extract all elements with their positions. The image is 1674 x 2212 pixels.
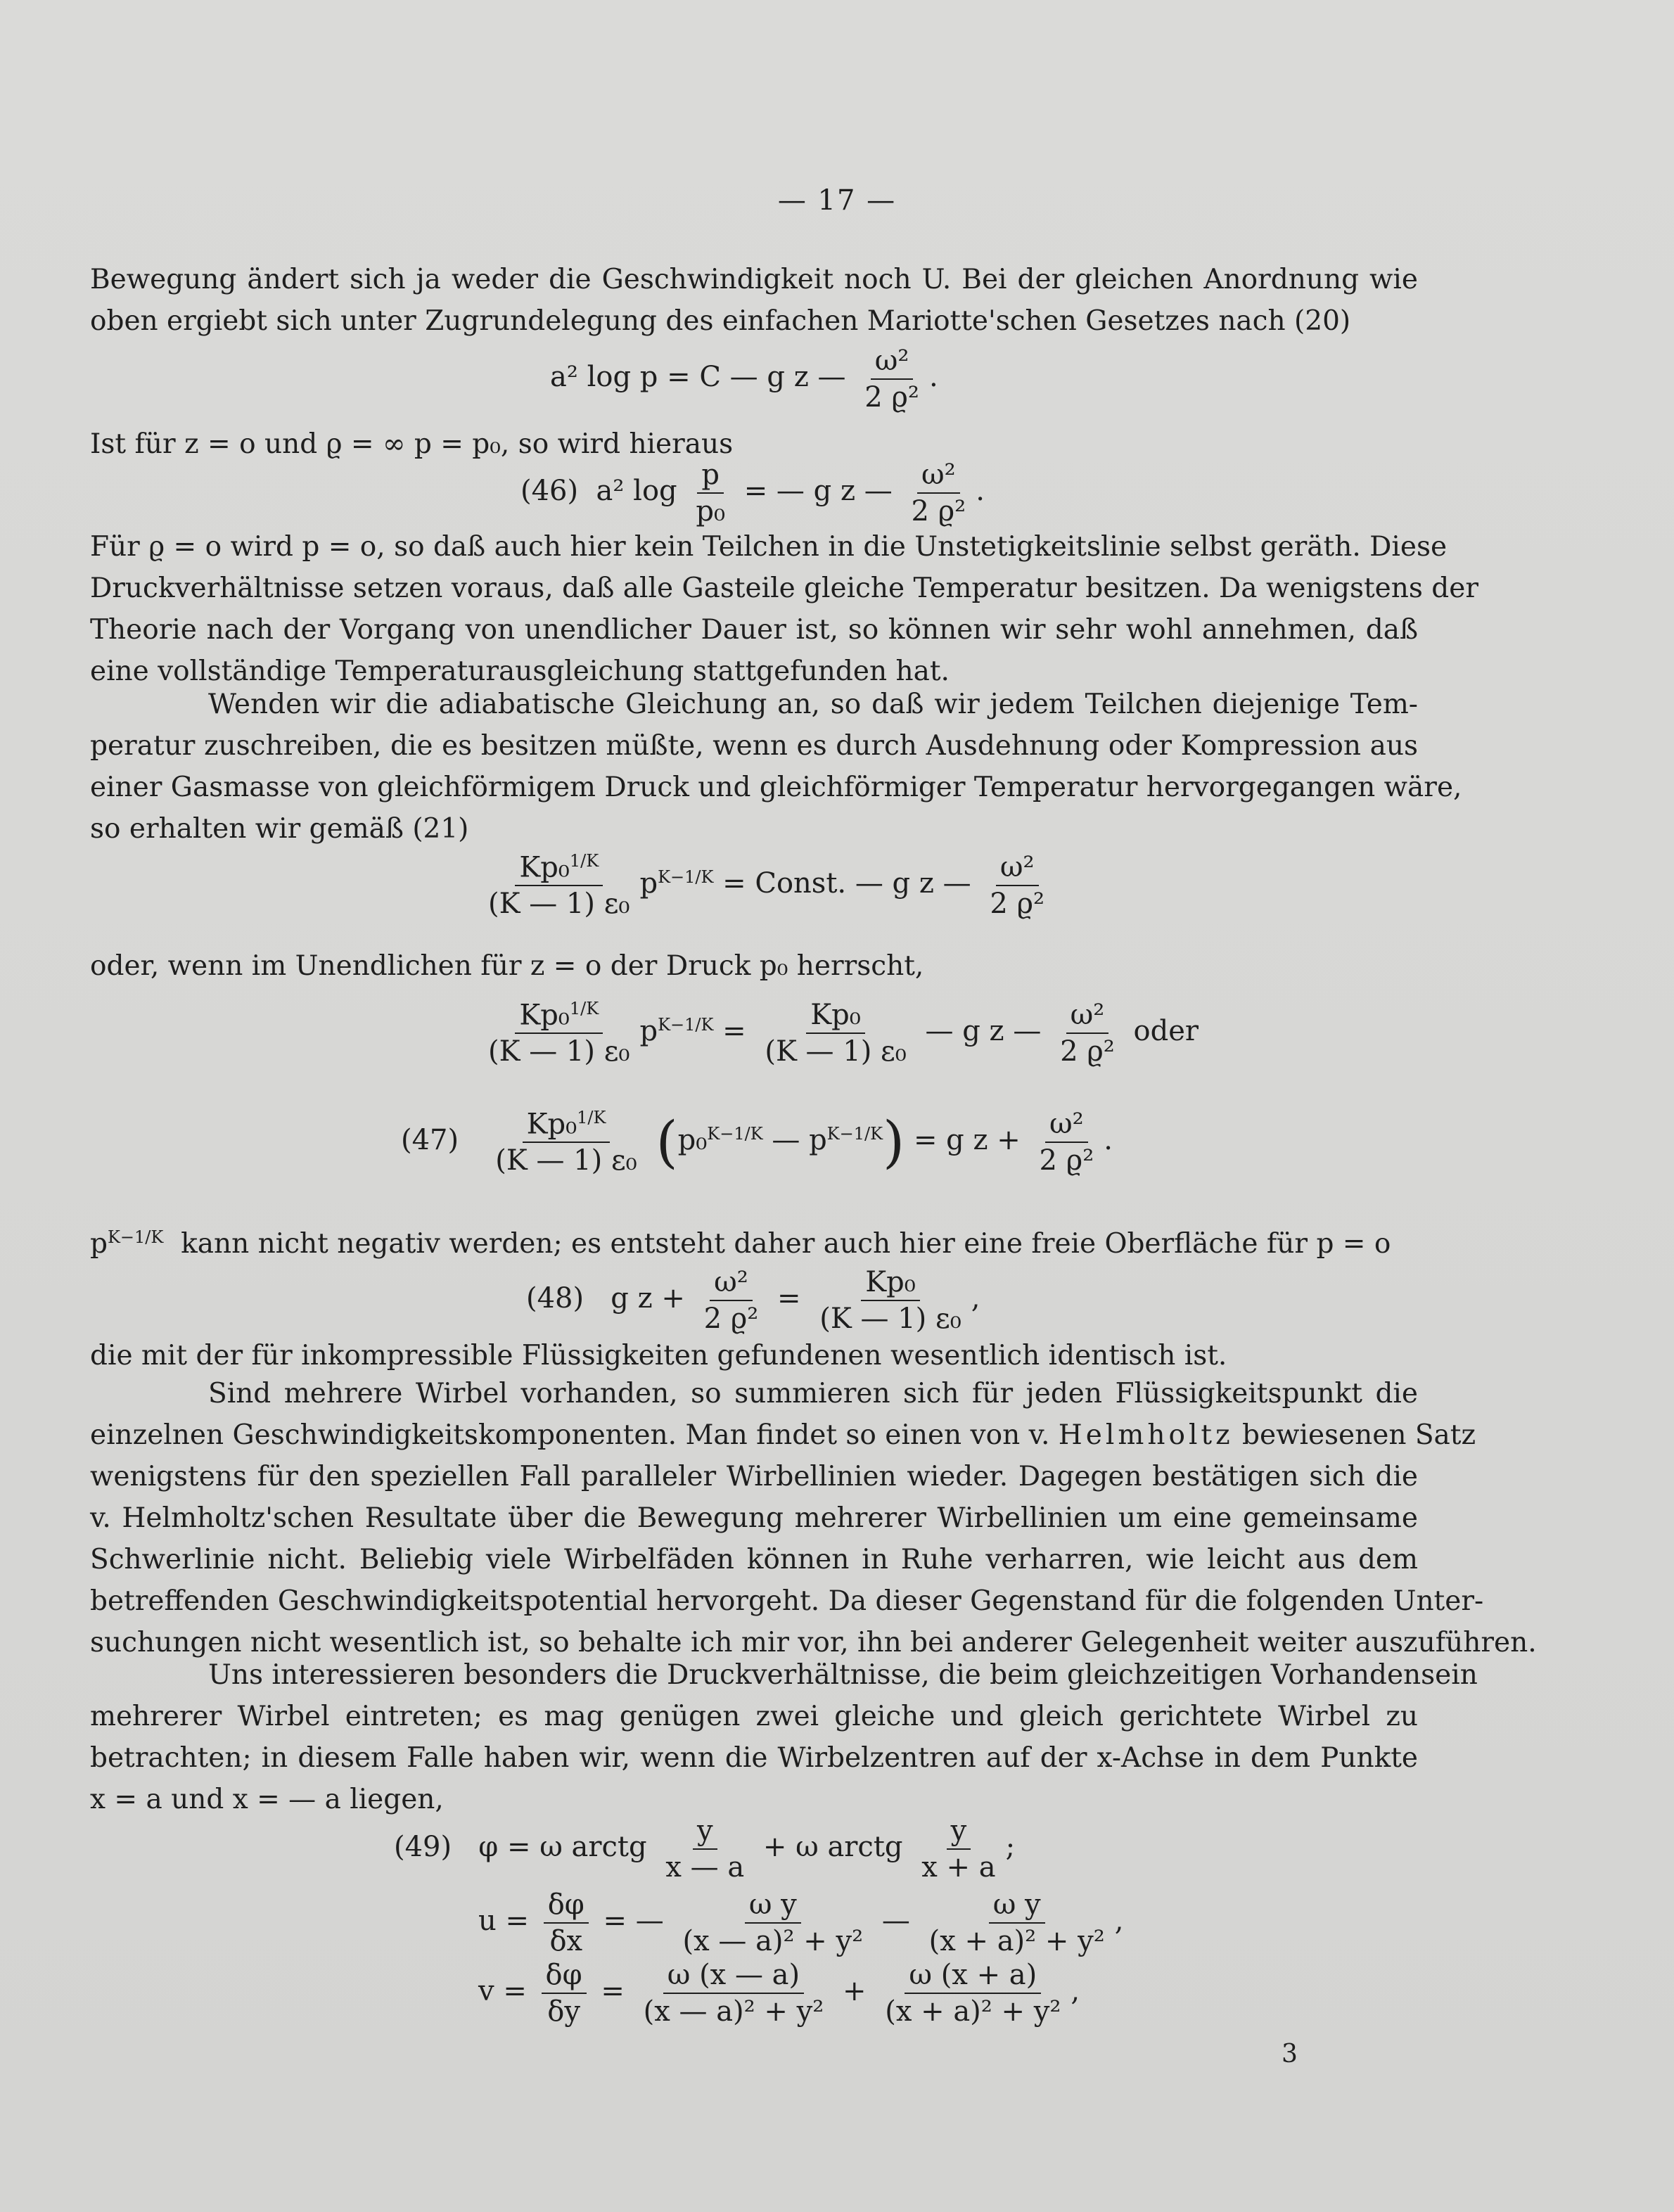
paragraph-5	[90, 945, 1418, 987]
exponent: K−1/K	[658, 867, 714, 887]
text-line: peratur zuschreiben, die es besitzen müßte, wenn es durch Ausdehnung oder Kompression aus	[90, 730, 1418, 762]
fraction	[700, 1266, 763, 1335]
numerator: ω²	[1066, 999, 1109, 1034]
numerator: y	[947, 1815, 971, 1850]
name-spaced: Helmholtz	[1058, 1419, 1234, 1451]
equation-47: (47) $\frac{Kp_0^{1/K}}{\text{(K — 1) ε₀}}$ (p₀$^{K-1/K}$ — $p^{K-1/K}) = g$ z + $\frac{\text{ω²}}{\text{2 ϱ²}}$ .	[401, 1108, 1113, 1177]
text-line: Bewegung ändert sich ja weder die Geschwindigkeit noch U. Bei der gleichen Anordnung wie	[90, 264, 1418, 295]
text-line: betrachten; in diesem Falle haben wir, wenn die Wirbelzentren auf der x-Achse in dem Punkte	[90, 1742, 1418, 1774]
denominator: (x + a)² + y²	[885, 1995, 1061, 2028]
text-line: Theorie nach der Vorgang von unendlicher Dauer ist, so können wir sehr wohl annehmen, daß	[90, 614, 1418, 646]
numerator: ω²	[996, 851, 1039, 886]
kp0: Kp₀	[526, 1108, 577, 1141]
equation-text: = — g z —	[743, 475, 893, 507]
denominator: x + a	[921, 1851, 996, 1884]
denominator: (K — 1) ε₀	[488, 1035, 630, 1068]
text: bewiesenen Satz	[1242, 1419, 1476, 1451]
numerator	[515, 999, 603, 1034]
equation-text: = g z +	[913, 1124, 1021, 1157]
fraction	[1035, 1108, 1099, 1177]
equation-text: a² log p = C — g z —	[550, 361, 846, 393]
exponent: K−1/K	[826, 1123, 883, 1144]
text-line: x = a und x = — a liegen,	[90, 1784, 444, 1815]
text-line	[90, 1414, 1476, 1456]
fraction	[542, 1959, 587, 2028]
text-line	[90, 1217, 1418, 1258]
equation-text: φ = ω arctg	[478, 1831, 647, 1863]
fraction	[484, 999, 634, 1068]
fraction	[691, 459, 729, 528]
text-line: oder, wenn im Unendlichen für z = o der Druck p₀ herrscht,	[90, 950, 924, 982]
denominator: (K — 1) ε₀	[488, 888, 630, 921]
equals: =	[777, 1282, 801, 1315]
fraction	[491, 1108, 641, 1177]
text-line: die mit der für inkompressible Flüssigkeiten gefundenen wesentlich identisch ist.	[90, 1340, 1227, 1372]
equation-text: a² log	[596, 475, 677, 507]
text-line: Uns interessieren besonders die Druckverhältnisse, die beim gleichzeitigen Vorhandensein	[208, 1659, 1478, 1691]
text-line: Wenden wir die adiabatische Gleichung an, so daß wir jedem Teilchen diejenige Tem-	[208, 689, 1418, 720]
fraction	[881, 1959, 1065, 2028]
kp0: Kp₀	[519, 851, 570, 884]
equation-number: (49)	[394, 1831, 452, 1863]
fraction	[815, 1266, 965, 1335]
numerator: Kp₀	[861, 1266, 920, 1301]
denominator: x — a	[665, 1851, 745, 1884]
fraction	[917, 1815, 999, 1884]
fraction	[760, 999, 910, 1068]
p: p	[639, 1015, 658, 1048]
paragraph-3	[90, 526, 1478, 692]
numerator: ω y	[989, 1888, 1045, 1924]
numerator: ω²	[710, 1266, 753, 1301]
fraction	[985, 851, 1049, 920]
paren-open: (	[656, 1109, 678, 1175]
fraction	[925, 1888, 1109, 1957]
equation-number: (47)	[401, 1124, 459, 1157]
equation-adiabatic	[478, 851, 1054, 920]
text: kann nicht negativ werden; es entsteht daher auch hier eine freie Oberfläche für p = o	[181, 1228, 1391, 1260]
exponent: 1/K	[569, 999, 599, 1018]
exponent: K−1/K	[107, 1227, 164, 1247]
denominator: 2 ϱ²	[911, 495, 966, 528]
numerator: ω²	[917, 459, 960, 494]
denominator: δx	[549, 1925, 583, 1957]
text-line: v. Helmholtz'schen Resultate über die Bewegung mehrerer Wirbellinien um eine gemeinsame	[90, 1502, 1418, 1534]
fraction	[1056, 999, 1119, 1068]
fraction	[484, 851, 634, 920]
denominator: (K — 1) ε₀	[819, 1303, 961, 1335]
p0: p₀	[677, 1124, 708, 1157]
equation-v: v = $\frac{\delta\varphi}{\delta y}$ = $\frac{\omega (x — a)}{\text{(x — a)² + y²}}$ + $\frac{\omega (x + a)}{\text{(x + a)² + y²}}$ ,	[478, 1959, 1080, 2028]
numerator: ω (x + a)	[905, 1959, 1041, 1994]
text: einzelnen Geschwindigkeitskomponenten. Man findet so einen von v.	[90, 1419, 1050, 1451]
denominator: 2 ϱ²	[1039, 1144, 1094, 1177]
text-line: betreffenden Geschwindigkeitspotential hervorgeht. Da dieser Gegenstand für die folgenden Unter-	[90, 1585, 1484, 1617]
denominator: (K — 1) ε₀	[765, 1035, 907, 1068]
paragraph-1	[90, 259, 1418, 342]
fraction	[544, 1888, 589, 1957]
equals: =	[722, 1015, 746, 1048]
denominator: p₀	[696, 495, 725, 528]
equation-number: (46)	[520, 475, 579, 507]
exponent: 1/K	[569, 851, 599, 871]
text-line: einer Gasmasse von gleichförmigem Druck und gleichförmiger Temperatur hervorgegangen wäre,	[90, 772, 1462, 803]
fraction	[907, 459, 970, 528]
fraction	[639, 1959, 829, 2028]
signature-number: 3	[1282, 2040, 1298, 2069]
denominator: 2 ϱ²	[1060, 1035, 1115, 1068]
text-line: oben ergiebt sich unter Zugrundelegung des einfachen Mariotte'schen Gesetzes nach (20)	[90, 305, 1351, 337]
text-line: eine vollständige Temperaturausgleichung stattgefunden hat.	[90, 656, 950, 687]
paragraph-7	[90, 1335, 1418, 1376]
p: p	[90, 1228, 108, 1260]
equation-text: g z +	[611, 1282, 685, 1315]
text-line: Druckverhältnisse setzen voraus, daß alle Gasteile gleiche Temperatur besitzen. Da wenigstens der	[90, 573, 1478, 604]
fraction	[678, 1888, 867, 1957]
equation-text: + ω arctg	[762, 1831, 903, 1863]
equation-text: = Const. — g z —	[722, 867, 971, 900]
denominator: (K — 1) ε₀	[495, 1144, 637, 1177]
fraction	[661, 1815, 748, 1884]
equation-u: u = $\frac{\delta\varphi}{\delta x}$ = — $\frac{\text{ω y}}{\text{(x — a)² + y²}}$ — $\frac{\text{ω y}}{\text{(x + a)² + y²}}$ ,	[478, 1888, 1124, 1957]
denominator: 2 ϱ²	[703, 1303, 759, 1335]
text-line: suchungen nicht wesentlich ist, so behalte ich mir vor, ihn bei anderer Gelegenheit weiter auszuführen.	[90, 1627, 1537, 1658]
exponent: 1/K	[577, 1108, 606, 1127]
numerator: ω²	[1045, 1108, 1088, 1143]
equation-49: (49) φ = ω arctg $\frac{y}{x — a}$ + ω arctg $\frac{y}{x + a}$ ;	[394, 1815, 1016, 1884]
paragraph-8	[90, 1373, 1537, 1663]
numerator: y	[693, 1815, 717, 1850]
text-line: Schwerlinie nicht. Beliebig viele Wirbelfäden können in Ruhe verharren, wie leicht aus dem	[90, 1544, 1418, 1575]
kp0: Kp₀	[519, 999, 570, 1032]
denominator: (x — a)² + y²	[682, 1925, 864, 1957]
numerator: δφ	[544, 1888, 589, 1924]
text-line: Sind mehrere Wirbel vorhanden, so summieren sich für jeden Flüssigkeitspunkt die	[208, 1378, 1418, 1409]
numerator: ω²	[871, 345, 914, 380]
paragraph-6	[90, 1217, 1418, 1258]
equation-text: v =	[478, 1975, 527, 2007]
numerator: ω (x — a)	[663, 1959, 804, 1994]
numerator: δφ	[542, 1959, 587, 1994]
equation-48: (48) g z + $\frac{\text{ω²}}{\text{2 ϱ²}}$ = $\frac{\text{Kp₀}}{\text{(K — 1) ε₀}}$ ,	[526, 1266, 980, 1335]
numerator: ω y	[745, 1888, 801, 1924]
text-line: so erhalten wir gemäß (21)	[90, 813, 469, 845]
text-line: wenigstens für den speziellen Fall paralleler Wirbellinien wieder. Dagegen bestätigen sich die	[90, 1461, 1418, 1492]
denominator: (x + a)² + y²	[928, 1925, 1105, 1957]
p: p	[639, 867, 658, 900]
numerator: p	[697, 459, 724, 494]
text-line: mehrerer Wirbel eintreten; es mag genügen zwei gleiche und gleich gerichtete Wirbel zu	[90, 1701, 1418, 1732]
equation-text: — g z —	[925, 1015, 1042, 1048]
equation-number: (48)	[526, 1282, 584, 1315]
denominator: 2 ϱ²	[864, 381, 919, 414]
numerator	[515, 851, 603, 886]
equation-pressure-infinity	[478, 999, 1199, 1068]
p: p	[809, 1124, 827, 1157]
exponent: K−1/K	[707, 1123, 763, 1144]
paren-close: )	[883, 1109, 905, 1175]
denominator: δy	[547, 1995, 580, 2028]
page-number: — 17 —	[777, 184, 897, 217]
paragraph-9	[90, 1654, 1478, 1820]
equation-text: u =	[478, 1905, 529, 1937]
fraction	[860, 345, 924, 414]
denominator: 2 ϱ²	[990, 888, 1045, 921]
oder-text: oder	[1133, 1015, 1199, 1048]
equation-mariotte: a² log p = C — g z — $\frac{\text{ω²}}{\text{2 ϱ²}}$ .	[550, 345, 938, 414]
numerator: Kp₀	[806, 999, 865, 1034]
paragraph-4	[90, 684, 1462, 850]
exponent: K−1/K	[658, 1014, 714, 1035]
numerator	[523, 1108, 611, 1143]
equation-46: (46) a² log $\frac{p}{\text{p₀}}$ = — g z — $\frac{\text{ω²}}{\text{2 ϱ²}}$ .	[520, 459, 985, 528]
text-line: Ist für z = o und ϱ = ∞ p = p₀, so wird hieraus	[90, 428, 734, 460]
text-line: Für ϱ = o wird p = o, so daß auch hier kein Teilchen in die Unstetigkeitslinie selbst geräth. Diese	[90, 531, 1448, 563]
denominator: (x — a)² + y²	[643, 1995, 824, 2028]
